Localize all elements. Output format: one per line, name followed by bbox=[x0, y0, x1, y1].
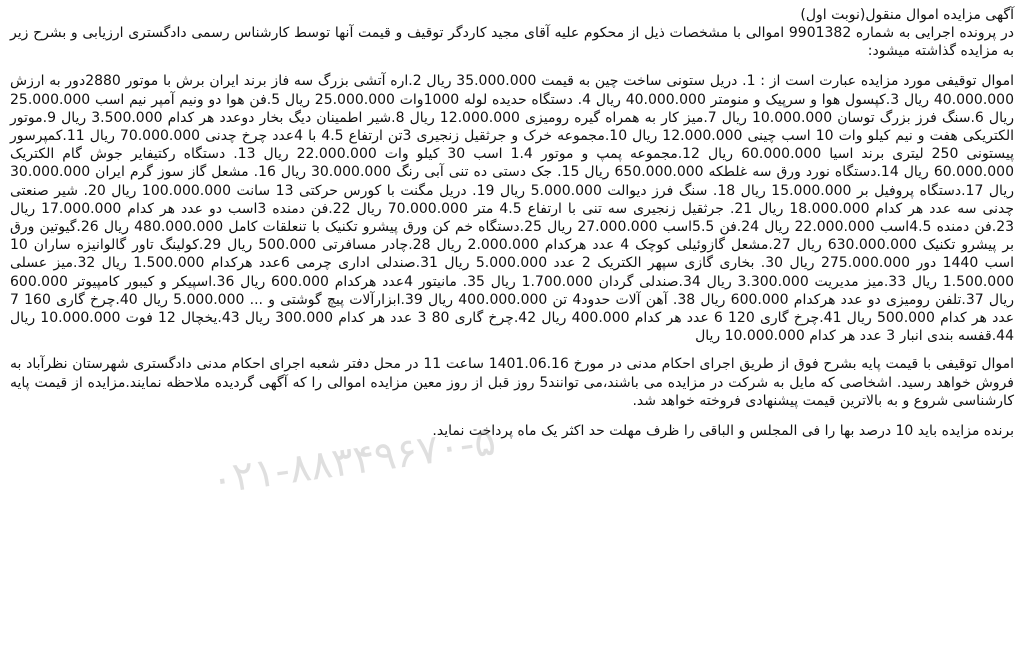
notice-title: آگهی مزایده اموال منقول(نوبت اول) bbox=[800, 7, 1014, 23]
auction-terms-paragraph: اموال توقیفی با قیمت پایه بشرح فوق از طریق اجرای احکام مدنی در مورخ 1401.06.16 ساعت 11 در محل دفتر شعبه اجرای احکام مدنی دادگستری شهرستان نظرآباد به فروش خواهد رسید. اشخاصی که مایل به شرکت در مزایده می باشند،می توانند5 روز قبل از روز معین مزایده اموالی را که آگهی گردیده ملاحظه نمایند.مزایده از قیمت پایه کارشناسی شروع و به بالاترین قیمت پیشنهادی فروخته خواهد شد. bbox=[10, 356, 1015, 409]
payment-terms-paragraph: برنده مزایده باید 10 درصد بها را فی المجلس و الباقی را ظرف مهلت حد اکثر یک ماه پرداخت نماید. bbox=[432, 423, 1014, 440]
phone-watermark: ۰۲۱-۸۸۳۴۹۶۷۰-۵ bbox=[208, 418, 499, 504]
auction-notice bbox=[10, 6, 1014, 440]
notice-intro-paragraph: در پرونده اجرایی به شماره 9901382 اموالی با مشخصات ذیل از محکوم علیه آقای مجید کاردگر توقیف و قیمت آنها توسط کارشناس رسمی دادگستری ارزیابی و بشرح زیر به مزایده گذاشته میشود: bbox=[10, 25, 1014, 60]
auction-items-paragraph: اموال توقیفی مورد مزایده عبارت است از : 1. دریل ستونی ساخت چین به قیمت 35.000.000 ریال 2.اره آتشی بزرگ سه فاز برند ایران برش با موتور 2880دور به ارزش 40.000.000 ریال 3.کپسول هوا و سرپیک و منومتر 40.000.000 ریال 4. دستگاه حدیده لوله 1000وات 25.000.000 ریال 5.فن هوا دو ونیم آمپر نیم اسب 25.000.000 ریال 6.سنگ فرز بزرگ توسان 10.000.000 ریال 7.میز کار به همراه گیره رومیزی 12.000.000 ریال 8.شیر اطمینان دیگ بخار دوعدد هر کدام 3.500.000 ریال 9.موتور الکتریکی هفت و نیم کیلو وات 10 اسب چینی 12.000.000 ریال 10.مجموعه خرک و جرثقیل زنجیری 3تن ارتفاع 4.5 با 4عدد چرخ چدنی 70.000.000 ریال 11.کمپرسور پیستونی 250 لیتری برند اسیا 60.000.000 ریال 12.مجموعه پمپ و موتور 1.4 اسب 30 کیلو وات 22.000.000 ریال 13. دستگاه رکتیفایر جوش گام الکتریک 60.000.000 ریال 14.دستگاه نورد ورق سه غلطکه 650.000.000 ریال 15. جک دستی ده تنی آبی رنگ 30.000.000 ریال 16. مشعل گاز سوز گرم ایران 30.000.000 ریال 17.دستگاه پروفیل بر 15.000.000 ریال 18. سنگ فرز دیوالت 5.000.000 ریال 19. دریل مگنت با کورس حرکتی 13 سانت 100.000.000 ریال 20. شیر صنعتی چدنی سه عدد هر کدام 18.000.000 ریال 21. جرثقیل زنجیری سه تنی با ارتفاع 4.5 متر 70.000.000 ریال 22.فن دمنده 3اسب دو عدد هر کدام 17.000.000 ریال 23.فن دمنده 4.5اسب 22.000.000 ریال 24.فن 5.5اسب 27.000.000 ریال 25.دستگاه خم کن ورق پیشرو تکنیک با تنعلقات کامل 480.000.000 ریال 26.گیوتین ورق بر پیشرو تکنیک 630.000.000 ریال 27.مشعل گازوئیلی کوچک 4 عدد هرکدام 2.000.000 ریال 28.چادر مسافرتی 500.000 ریال 29.کولینگ تاور گالوانیزه ساران 10 اسب 1440 دور 275.000.000 ریال 30. بخاری گازی سپهر الکتریک 2 عدد 5.000.000 ریال 31.صندلی اداری چرمی 6عدد هرکدام 1.500.000 ریال 32.میز عسلی 1.500.000 ریال 33.میز مدیریت 3.300.000 ریال 34.صندلی گردان 1.700.000 ریال 35. مانیتور 4عدد هرکدام 600.000 ریال 36.اسپیکر و کیبور کامپیوتر 600.000 ریال 37.تلفن رومیزی دو عدد هرکدام 600.000 ریال 38. آهن آلات حدود4 تن 400.000.000 ریال 39.ابزارآلات پیچ گوشتی و ... 5.000.000 ریال 40.چرخ گاری 160 7 عدد هر کدام 500.000 ریال 41.چرخ گاری 120 6 عدد هر کدام 400.000 ریال 42.چرخ گاری 80 3 عدد هر کدام 300.000 ریال 43.یخچال 12 فوت 10.000.000 ریال 44.قفسه بندی انبار 3 عدد هر کدام 10.000.000 ریال bbox=[10, 73, 1015, 345]
